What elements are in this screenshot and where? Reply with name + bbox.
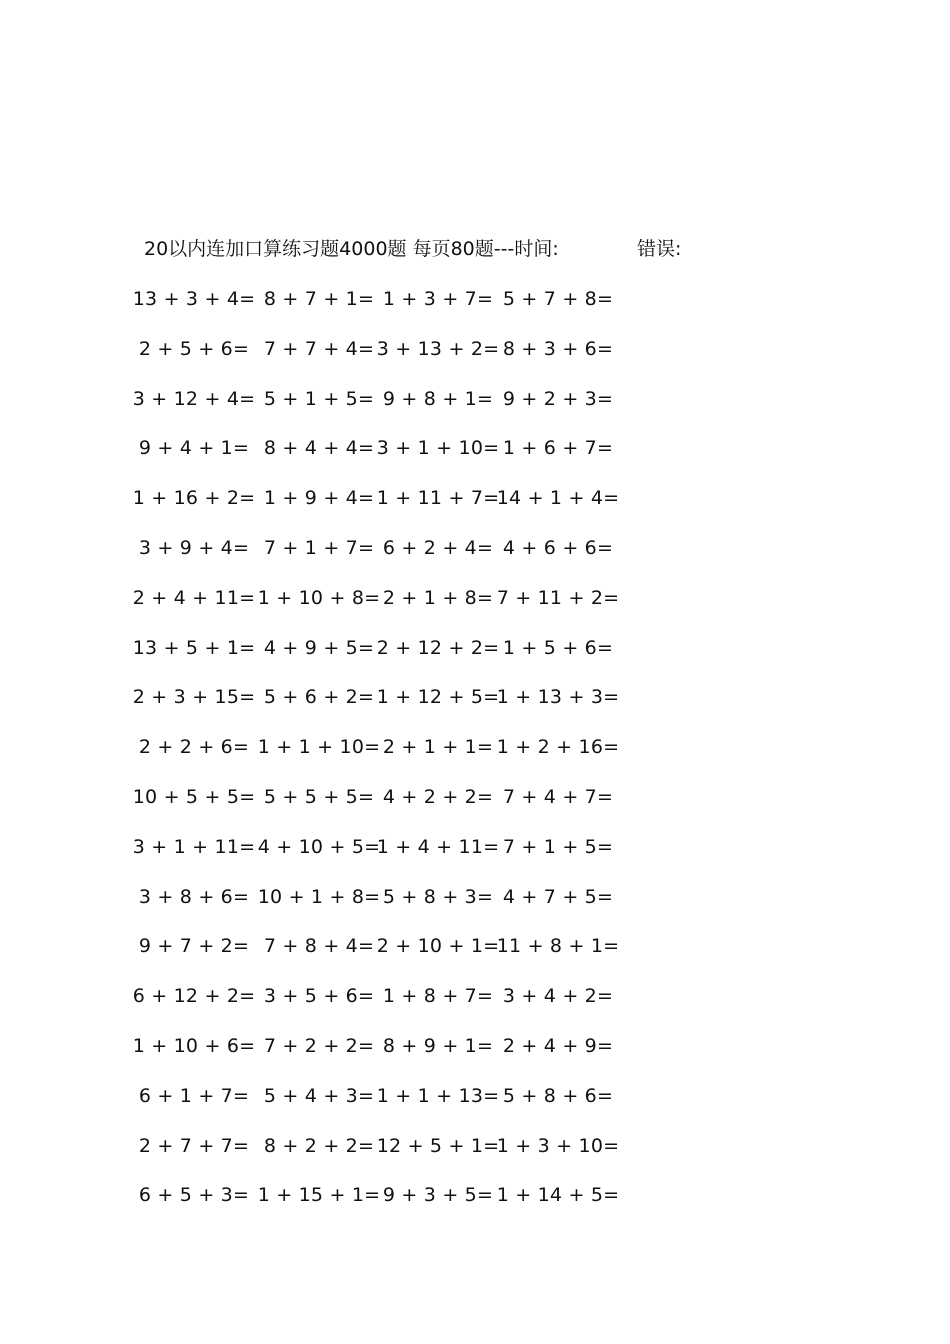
- problem-r10-c4: 1 + 2 + 16=: [496, 736, 620, 759]
- problem-r18-c1: 2 + 7 + 7=: [138, 1134, 250, 1157]
- problem-r16-c3: 8 + 9 + 1=: [382, 1035, 494, 1057]
- problem-r15-c4: 3 + 4 + 2=: [502, 985, 614, 1008]
- problem-r10-c2: 1 + 1 + 10=: [257, 736, 381, 759]
- problem-r8-c4: 1 + 5 + 6=: [502, 636, 614, 659]
- problem-r6-c2: 7 + 1 + 7=: [263, 537, 375, 559]
- problem-r7-c2: 1 + 10 + 8=: [257, 586, 381, 609]
- problem-r15-c1: 6 + 12 + 2=: [132, 985, 256, 1008]
- problem-r8-c2: 4 + 9 + 5=: [263, 636, 375, 659]
- problem-r10-c1: 2 + 2 + 6=: [138, 736, 250, 759]
- problem-r19-c3: 9 + 3 + 5=: [382, 1184, 494, 1207]
- problem-r5-c2: 1 + 9 + 4=: [263, 487, 375, 510]
- problem-r1-c3: 1 + 3 + 7=: [382, 288, 494, 310]
- problem-r13-c3: 5 + 8 + 3=: [382, 885, 494, 908]
- problem-r18-c4: 1 + 3 + 10=: [496, 1134, 620, 1157]
- problem-r15-c2: 3 + 5 + 6=: [263, 985, 375, 1008]
- problem-r12-c3: 1 + 4 + 11=: [376, 835, 500, 858]
- problem-r13-c2: 10 + 1 + 8=: [257, 885, 381, 908]
- problem-r1-c1: 13 + 3 + 4=: [132, 288, 256, 310]
- problem-r11-c4: 7 + 4 + 7=: [502, 786, 614, 808]
- problem-r9-c1: 2 + 3 + 15=: [132, 686, 256, 709]
- problem-r5-c4: 14 + 1 + 4=: [496, 487, 620, 510]
- problem-r8-c1: 13 + 5 + 1=: [132, 636, 256, 659]
- problem-r18-c2: 8 + 2 + 2=: [263, 1134, 375, 1157]
- problem-r11-c2: 5 + 5 + 5=: [263, 786, 375, 808]
- problem-r3-c3: 9 + 8 + 1=: [382, 387, 494, 410]
- problem-r4-c1: 9 + 4 + 1=: [138, 437, 250, 460]
- problem-r19-c2: 1 + 15 + 1=: [257, 1184, 381, 1207]
- problem-r4-c4: 1 + 6 + 7=: [502, 437, 614, 460]
- problem-r12-c1: 3 + 1 + 11=: [132, 835, 256, 858]
- problem-r12-c2: 4 + 10 + 5=: [257, 835, 381, 858]
- problem-r3-c4: 9 + 2 + 3=: [502, 387, 614, 410]
- problem-r19-c4: 1 + 14 + 5=: [496, 1184, 620, 1207]
- problem-r2-c2: 7 + 7 + 4=: [263, 337, 375, 360]
- problem-r6-c3: 6 + 2 + 4=: [382, 537, 494, 559]
- problem-r4-c3: 3 + 1 + 10=: [376, 437, 500, 460]
- problem-r6-c4: 4 + 6 + 6=: [502, 537, 614, 559]
- problem-r2-c4: 8 + 3 + 6=: [502, 337, 614, 360]
- problem-r16-c2: 7 + 2 + 2=: [263, 1035, 375, 1057]
- problem-r14-c3: 2 + 10 + 1=: [376, 935, 500, 958]
- problem-r1-c2: 8 + 7 + 1=: [263, 288, 375, 310]
- problem-r5-c3: 1 + 11 + 7=: [376, 487, 500, 510]
- worksheet-title: 20以内连加口算练习题4000题 每页80题---时间:: [144, 238, 559, 260]
- problem-r6-c1: 3 + 9 + 4=: [138, 537, 250, 559]
- problem-r11-c3: 4 + 2 + 2=: [382, 786, 494, 808]
- problem-r3-c1: 3 + 12 + 4=: [132, 387, 256, 410]
- problem-r9-c3: 1 + 12 + 5=: [376, 686, 500, 709]
- problem-r7-c4: 7 + 11 + 2=: [496, 586, 620, 609]
- problem-r3-c2: 5 + 1 + 5=: [263, 387, 375, 410]
- problem-r16-c4: 2 + 4 + 9=: [502, 1035, 614, 1057]
- problem-r17-c3: 1 + 1 + 13=: [376, 1084, 500, 1107]
- problem-r2-c1: 2 + 5 + 6=: [138, 337, 250, 360]
- problem-r2-c3: 3 + 13 + 2=: [376, 337, 500, 360]
- problem-r13-c4: 4 + 7 + 5=: [502, 885, 614, 908]
- problem-r12-c4: 7 + 1 + 5=: [502, 835, 614, 858]
- problem-r8-c3: 2 + 12 + 2=: [376, 636, 500, 659]
- problem-r17-c1: 6 + 1 + 7=: [138, 1084, 250, 1107]
- problem-r19-c1: 6 + 5 + 3=: [138, 1184, 250, 1207]
- problem-r18-c3: 12 + 5 + 1=: [376, 1134, 500, 1157]
- problem-r17-c4: 5 + 8 + 6=: [502, 1084, 614, 1107]
- problem-r15-c3: 1 + 8 + 7=: [382, 985, 494, 1008]
- problem-r7-c3: 2 + 1 + 8=: [382, 586, 494, 609]
- problem-r1-c4: 5 + 7 + 8=: [502, 288, 614, 310]
- problem-r4-c2: 8 + 4 + 4=: [263, 437, 375, 460]
- problem-r17-c2: 5 + 4 + 3=: [263, 1084, 375, 1107]
- problem-r10-c3: 2 + 1 + 1=: [382, 736, 494, 759]
- error-count-label: 错误:: [637, 238, 682, 260]
- problem-r14-c4: 11 + 8 + 1=: [496, 935, 620, 958]
- problem-r16-c1: 1 + 10 + 6=: [132, 1035, 256, 1057]
- problem-r11-c1: 10 + 5 + 5=: [132, 786, 256, 808]
- problem-r9-c2: 5 + 6 + 2=: [263, 686, 375, 709]
- problem-r7-c1: 2 + 4 + 11=: [132, 586, 256, 609]
- problem-r14-c1: 9 + 7 + 2=: [138, 935, 250, 958]
- problem-r14-c2: 7 + 8 + 4=: [263, 935, 375, 958]
- problem-r5-c1: 1 + 16 + 2=: [132, 487, 256, 510]
- problem-r9-c4: 1 + 13 + 3=: [496, 686, 620, 709]
- problem-r13-c1: 3 + 8 + 6=: [138, 885, 250, 908]
